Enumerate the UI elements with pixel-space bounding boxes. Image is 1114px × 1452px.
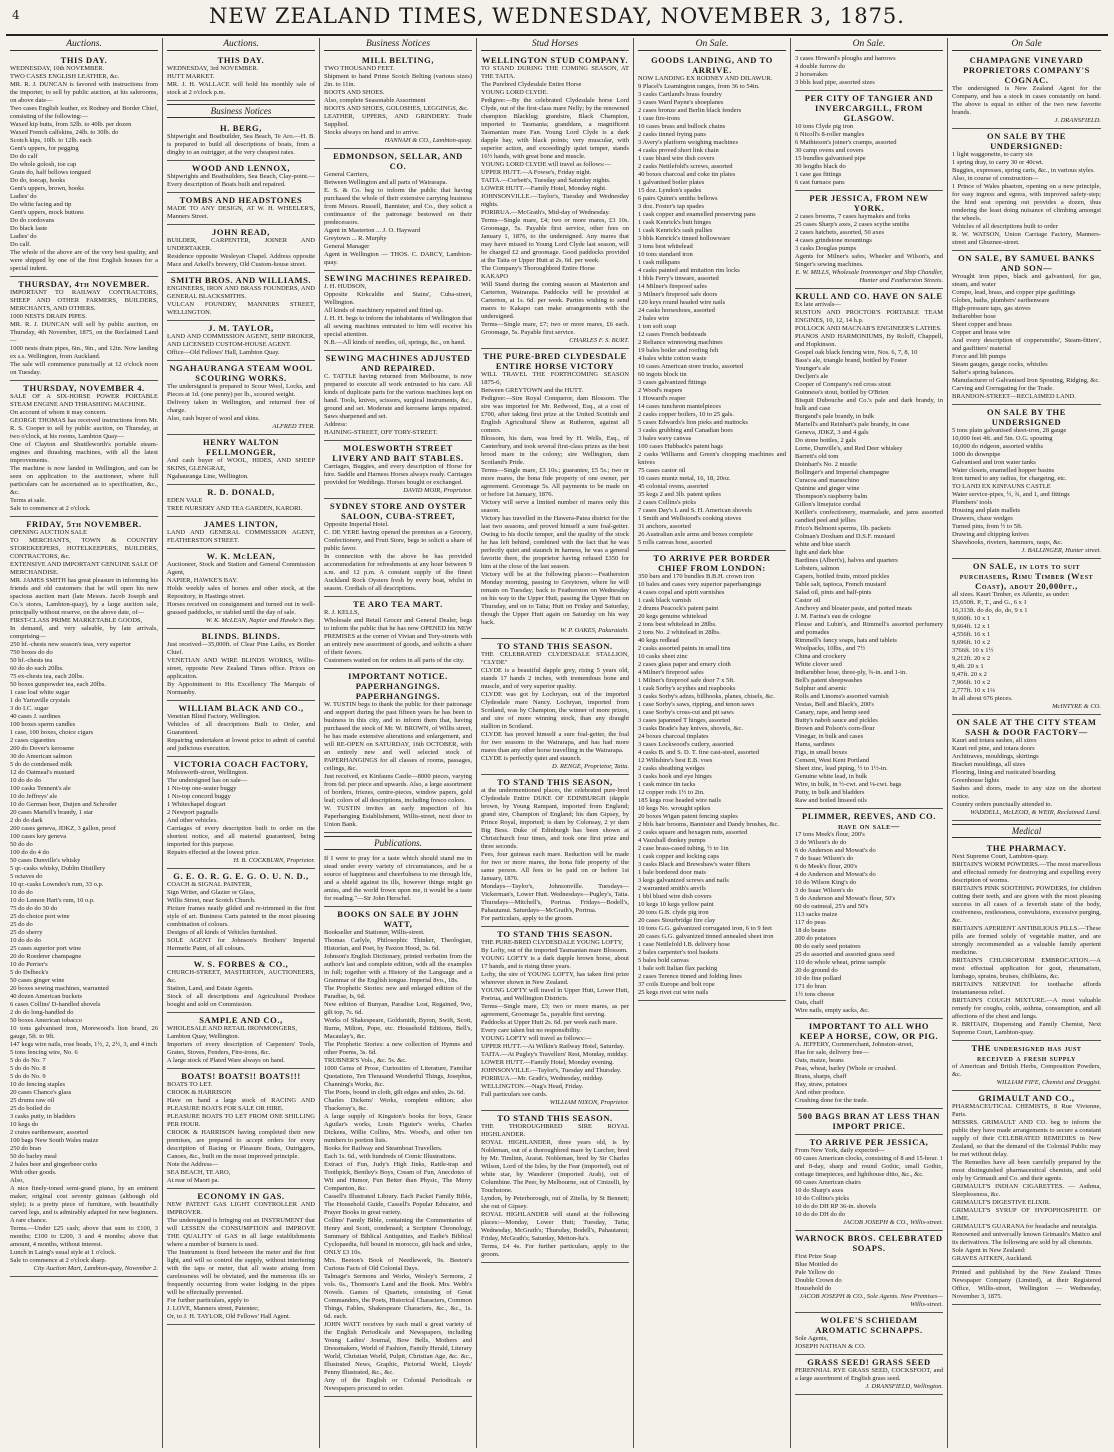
advertisement (481, 1111, 629, 1263)
column-1 (6, 38, 163, 1448)
ad-body: BUILDER, CARPENTER, JOINER AND UNDERTAKER. Residence opposite Wesleyan Chapel. Address opposite Mace and Arkell's brewery, Old Custom-house street. (167, 237, 315, 268)
advertisement (167, 1069, 315, 1189)
ad-body: TWO THOUSAND FEET. Shipment to hand Prime Scotch Belting (various sizes) 2in. to 11in. BOOTS AND SHOES. Also, complete Seasonable Assortment BOOTS AND SHOES, GOLOSHES, LEGGINGS, &c. LEATHER, UPPERS, AND GRINDERY. Trade Supplied. Stocks always on hand and to arrive. (324, 65, 472, 136)
advertisement (795, 289, 943, 809)
ad-body: SALE OF A SIX-HORSE POWER PORTABLE STEAM ENGINE AND THRASHING MACHINE. On account of whom it may concern. GEORGE THOMAS has received instructions from Mr. R. S. Cooper to sell by public auction, on Thursday, at two o'clock, at his rooms, Lambton Quay— One of Clayton and Shuttleworth's portable steam-engines and thrashing machines, with all the latest improvements. The machine is now landed in Wellington, and can be seen on application to the auctioneer, where full particulars can be ascertained as to specification, &c., &c. Terms at sale. Sale to commence at 2 o'clock. (10, 393, 158, 512)
ad-title: 500 BAGS BRAN AT LESS THAN IMPORT PRICE. (798, 1111, 940, 1131)
ad-body: C. TATTLE having returned from Melbourne, is now prepared to execute all work entrusted to his care. All kinds of duplicate parts for the various machines kept on hand. Tools, knives, scissors, surgical instruments, &c., ground and set. Moderate and kerosene lamps repaired. Saws sharpened and set. Address: HAINING-STREET, OFF TORY-STREET. (324, 373, 472, 436)
column-heading: On Sale (952, 38, 1101, 51)
ad-body: WEDNESDAY, 3rd NOVEMBER. HUTT MARKET. MR. J. H. WALLACE will hold his monthly sale of stock at 2 o'clock p.m. (167, 65, 315, 96)
ad-title: TO STAND THIS SEASON. (497, 1113, 613, 1123)
ad-body: CHURCH-STREET, MASTERTON, AUCTIONEERS, &c. Station, Land, and Estate Agents. Stock of all descriptions and Agricultural Produce bought and sold on Commission. (167, 969, 315, 1008)
ad-title: EDMONDSON, SELLAR, AND CO. (333, 151, 463, 171)
ad-signature: WILLIAM FIFE, Chemist and Druggist. (996, 1079, 1101, 1086)
ad-title: WARNOCK BROS. CELEBRATED SOAPS. (795, 1233, 943, 1253)
ad-title: CHAMPAGNE VINEYARD PROPRIETORS COMPANY'S COGNAC. (963, 55, 1090, 85)
ad-title: ON SALE, in lots to suit purchasers, Rimu Timber (West Coast), about 20,000ft., (959, 561, 1094, 591)
ad-signature: City Auction Mart, Lambton-quay, November 2. (33, 1265, 158, 1272)
advertisement (167, 485, 315, 517)
advertisement (481, 775, 629, 927)
ad-signature: ALFRED TYER. (272, 423, 315, 430)
ad-body: MADE TO ANY DESIGN, AT W. H. WHEELER'S, Manners Street. (167, 205, 315, 220)
ad-title: GRASS SEED! GRASS SEED (807, 1357, 931, 1367)
page-number: 4 (12, 8, 21, 22)
advertisement (167, 701, 315, 757)
ad-body: 350 bars and 170 bundles B.B.H. crown iron 10 bales and cases very superior paperhangings 4 cases copal and spirit varnishes 1 cask black varnish 2 drums Peacock's patent paint 20 kegs genuine whitelead 2 tons best whitelead in 28lbs. 2 tons No. 2 whitelead in 28lbs. 40 kegs redlead 2 casks assorted paints in small tins 10 casks sheet zinc 2 cases glass paper and emery cloth 4 Milner's fireproof safes 1 Milner's fireproof safe door 7 x 5ft. 1 cask Sorby's scythes and reaphooks 3 casks Sorby's adzes, billhooks, planes, chisels, &c. 1 case Sorby's saws, ripping, and tenon saws 1 case Sorby's cross-cut and pit saws 3 cases japanned T hinges, assorted 3 casks Brade's hay knives, shovels, &c. 24 boxes charcoal tinplates 3 cases Lockwood's cutlery, assorted 4 casks B. and S. D. T. fine cast-steel, assorted 12 Wiltshire's best E.B. voes 2 casks sheathing wedges 3 casks hook and eye hinges 1 cask mince tin tacks 12 copper rods 1½ to 2in. 185 kegs rose headed wire nails 10 kegs No. wrought spikes 20 boxes Wigan patent fencing staples 2 bbls hair brooms, Bannister and Dandy brushes, &c. 2 casks square and hexagon nuts, assorted 4 Vauxhall donkey pumps 2 case brass-cased tubing, ½ to 1in 1 cask copper and locking caps 3 casks Black and Brewshaw's water filters 1 bale bordered door mats 3 kegs galvanized screws and nails 2 warranted smith's anvils 1 bbl blued wire dish covers 10 kegs 10 kegs yellow paint 20 tons G.B. clyde pig iron 20 cases Stourbridge fire clay 10 tons G.G. galvanized corrugated iron, 6 to 9 feet 20 cases G.G. galvanized tinned annealed sheet iron 1 case Nettlefold I.B. delivery hose 2 bales carpenter's tool baskets 5 bales bold canvas 1 bale soft Italian flax packing 2 cases Terence tinned and folding lines 37 coils Europe and bolt rope 25 kegs rivet cut wire nails (638, 573, 779, 996)
ad-signature: J. DRANSFIELD. (1054, 117, 1101, 124)
ad-title: ECONOMY IN GAS. (197, 1191, 285, 1201)
ad-title: MOLESWORTH STREET LIVERY AND BAIT STABLES. (332, 443, 464, 463)
ad-title: PER CITY OF TANGIER AND INVERCARGILL, FROM GLASGOW. (804, 93, 934, 123)
ad-body: The undersigned is prepared to Scour Wool, Locks, and Pieces at 1d. (one penny) per lb., scoured weight. Delivery taken in Wellington, and returned free of charge. Also, cash buyer of wool and skins. (167, 383, 315, 422)
advertisement (481, 927, 629, 1111)
ad-body: Auctioneer, Stock and Station and General Commission Agent, NAPIER, HAWKE'S BAY. Holds weekly sales of horses and other stock, at the Repository, in Hastings street. Horses received on consignment and turned out in well-grassed paddocks, or stabled until the day of sale. (167, 561, 315, 616)
advertisement (167, 757, 315, 869)
ad-body: Wrought iron pipes, black and galvanised, for gas, steam, and water Compo, lead, brass, and copper pipe gasfittings Globes, baths, plumbers' earthenware High-pressure taps, gas stoves Indiarubber hose Sheet copper and brass Copper and brass wire And every description of coppersmiths', Steam-fitters', and gasfitters' material Force and lift pumps Steam gauges, gauge cocks, whistles Salter's spring balances. Manufacturer of Galvanised Iron Spouting, Ridging, &c. Carving and Corrugating for the Trade. BRANDON-STREET—RECLAIMED LAND. (952, 273, 1101, 400)
ad-body: Next Supreme Court, Lambton-quay. BRITAIN'S WORM POWDERS.—The most marvellous and effectual remedy for destroying and expelling every description of worms. BRITAIN'S PINK SOOTHING POWDERS, for children cutting their teeth, and are given with the most pleasing success in all cases of a feverish state of the body, costiveness, restlessness, convulsions, excessive purging, &c. BRITAIN'S APERIENT ANTIBILIOUS PILLS.—These pills are formed solely of vegetable matter, and are strongly recommended as a valuable family aperient medicine. BRITAIN'S CHLOROFORM EMBROCATION.—A most effectual application for gout, rheumatism, lumbago, sprains, bruises, chilblains, &c. BRITAIN'S NERVINE for toothache affords instantaneous relief. BRITAIN'S COUGH MIXTURE.—A most valuable remedy for coughs, colds, asthma, consumption, and all affections of the chest and lungs. R. BRITAIN, Dispensing and Family Chemist, Next Supreme Court, Lambton-quay. (952, 853, 1101, 1036)
masthead-title: NEW ZEALAND TIMES, WEDNESDAY, NOVEMBER 3, 1875. (209, 4, 905, 28)
advertisement (324, 53, 472, 149)
ad-title: PER JESSICA, FROM NEW YORK. (809, 193, 929, 213)
ad-title: KRULL AND CO. HAVE ON SALE (795, 291, 943, 301)
ad-title: ON SALE AT THE CITY STEAM SASH & DOOR FACTORY— (956, 717, 1097, 737)
advertisement (952, 1091, 1101, 1267)
advertisement (795, 1109, 943, 1135)
advertisement (167, 629, 315, 701)
ad-body: Sole Agents, JOSEPH NATHAN & CO. (795, 1335, 866, 1350)
ad-body: 5 tons plain galvanised sheet-iron, 28 gauge 10,000 feet 4ft. and 5in. O.G. spouting 10,000 do ridgeon, assorted widths 1000 do downpipe Galvanised and iron water tanks Water closets, enamelled hopper basins Iron turned to any radius, for chargeing, etc. TO LAND EX KINFAUNS CASTLE Water service-pipes, ½, ¾, and 1, and fittings Plumbers' tools Housing and plain mallets Drawers, chase wedges Turned pins, from ½ to 5ft. Drawing and chipping knives Shavehooks, riveters, hammers, rasps, &c. (952, 427, 1070, 546)
ad-body: THE CELEBRATED CLYDESDALE STALLION, "CLYDE" CLYDE is a beautiful dapple grey, rising 5 years old, stands 17 hands 2 inches, with tremendous bone and muscle, and of very superior quality. CLYDE was got by Lochryan, out of the imported Clydesdale mare Nancy. Lochryan, imported from Scotland, was by Champion, the winner of more prizes, and sire of more winning stock, than any draught stallion in Scotland. CLYDE has proved himself a sure foal-getter, the foal for two seasons in the Wairarapa, and has had more mares than any other horse travelling in the Wairarapa. CLYDE is perfectly quiet and staunch. (481, 651, 629, 762)
ad-body: COACH & SIGNAL PAINTER, Sign Writer, and Glazier or Glass, Willis Street, near Scotch Church. Picture frames neatly gilded and re-trimmed in the first style of art. Business Carts painted in the most pleasing combination of colours. Designs of all kinds of Vehicles furnished. SOLE AGENT for Johnson's Brothers' Imperial Hermetic Paint, of all colours. (167, 881, 315, 952)
advertisement (167, 225, 315, 273)
advertisement (324, 351, 472, 441)
ad-body: Shipwright and Boatbuilder, Sea Beach, Te Aro.—H. B. is prepared to build all descriptions of boats, from a dinghy to an outrigger, at the very cheapest rates. (167, 133, 315, 156)
ad-body: R. J. KELLS, Wholesale and Retail Grocer and General Dealer, begs to inform the public that he has now OPENED his NEW PREMISES at the corner of Vivian and Tory-streets with an entirely new assortment of goods, and solicits a share of their favors. Customers waited on for orders in all parts of the city. (324, 609, 472, 664)
ad-title: ON SALE BY THE UNDERSIGNED: (986, 131, 1067, 151)
advertisement (795, 53, 943, 91)
ad-title: TO ARRIVE PER JESSICA, (809, 1137, 929, 1147)
ad-body: From New York, daily expected— 60 cases American clocks, consisting of 8 and 15-hour. 1 and 8-day, sharp and round Gothic, small Gothic, cottage timepieces, and lighthouse ditto, &c., &c. 60 cases American chairs 10 do Sharp's axes 10 do Collins's picks 10 do do DH RP 36-in. shovels 10 do do DH do do (795, 1147, 943, 1218)
ad-title: NGAHAURANGA STEAM WOOL SCOURING WORKS. (169, 363, 313, 383)
ad-signature: DAVID MOIR, Proprietor. (403, 487, 472, 494)
advertisement (167, 53, 315, 101)
column-heading: On Sale. (638, 38, 786, 51)
advertisement (324, 597, 472, 669)
ad-body: LAND AND COMMISSION AGENT, SHIP BROKER, AND LICENSED CUSTOM-HOUSE AGENT. Office—Old Fellows' Hall, Lambton Quay. (167, 333, 315, 356)
ad-body: BOATS TO LET. CROOK & HARRISON Have on hand a large stock of RACING AND PLEASURE BOATS FOR SALE OR HIRE. PLEASURE BOATS TO LET FROM ONE SHILLING PER HOUR. CROOK & HARRISON having completed their new premises, are prepared to accept orders for every description of Racing or Pleasure Boats, Outriggers, Canoes, &c., built on the most improved principle. Note the Address— SEA BEACH, TE ARO, At rear of Maori pa. (167, 1081, 315, 1184)
ad-body: Venetian Blind Factory, Wellington. Vehicles of all descriptions Built to Order, and Guaranteed. Repairing undertaken at lowest price to admit of careful and judicious execution. (167, 713, 315, 752)
advertisement (952, 129, 1101, 251)
ad-body: NEW PATENT GAS LIGHT CONTROLLER AND IMPROVER. The undersigned is bringing out an INSTRUMENT that will LESSEN the CONSUMPTION and IMPROVE THE QUALITY of GAS in all large establishments where a number of burners is used. The Instrument is fixed between the meter and the first light, and will so control the supply, without interfering with the taps or meter, that all waste arising from carelessness will be obviated, and the numerous ills so frequently occurring from water lodging in the pipes will be effectually prevented. For further particulars, apply to J. LOVE, Manners street, Patentee; Or, to J. H. TAYLOR, Old Fellows' Hall Agent. (167, 1201, 315, 1320)
ad-body: Ex late arrivals— RUSTON AND PROCTOR'S PORTABLE TEAM ENGINES, 10, 12, 14 h.p. POLLOCK AND MACNAB'S ENGINEER'S LATHES. PIANOS AND HARMONIUMS, By Roloff, Chappell, and Hopkinson. Gospel oak black fencing wire, Nos. 6, 7, 8, 10 Bass's ale, triangle brand, bottled by Foster Younger's ale Decljen's ale Cooper of Company's red cross stout Guinness's stout, bottled by O'Brien Bisquit Dubouche and Co.'s pale and dark brandy, in bulk and case Burgand's pale brandy, in bulk Martell's and Reinhart's pale brandy, in case Geneva, JDKZ, 3 and 4 gals Do stone bottles, 2 gals Lorne, Dunville's, and Red Deer whiskey Barrett's old tom Doinhart's No. 2 mustle Bollinger's and Imperial champagne Curacoa and maraschino Quinine and ginger wine Thompson's raspberry balm Gillon's limejuice cordial Keiller's confectionery, marmalade, and jams assorted candied peel and jellies Frico's Belmont sperms, 1lb. packets Colman's Doxham and D.S.F. mustard white and blue starch light and dark blue Bardines (Albert's), halves and quarters Lobsters, salmon Capers, bottled fruits, mixed pickles Table salt, tapioca, French mustard Salad oil, pints and half-pints Castor oil Anchovy and bloater paste, and potted meats J. M. Farina's eau de cologne Fleuse and Lubin's, and Rimmell's assorted perfumery and pomades Rimmell's fancy soaps, hats and tablets Woolpacks, 10lbs., and 7½ China and crockery White clover seed Indiarubber hose, three-ply, ¾-in. and 1-in. Bell's patent sheepwashes Sulphur and arsenic Rolls and Linoms's assorted varnish Vestas, Bell and Black's, 200's Canary, rape, and hemp seed Butty's naboh sauce and pickles Brown and Polson's corn-flour Vinegar, in bulk and cases Hams, sardines Figs, in small boxes Cement, West Kent Portland Sheet zinc, lead piping, ½ to 1½-in. Genuine white lead, in bulk Wire, in bulk, in ½-cwt. and ⅛-cwt. bags Putty, in bulk and bladders Raw and boiled linseed oils (795, 301, 943, 804)
ad-title: SMITH BROS. AND WILLIAMS. (170, 275, 312, 285)
ad-title: BOATS! BOATS!! BOATS!!! (181, 1071, 301, 1081)
advertisement (324, 441, 472, 499)
ad-signature: WILLIAM NIXON, Proprietor. (549, 1099, 629, 1106)
advertisement (952, 251, 1101, 405)
ad-title: TO STAND THIS SEASON. (497, 641, 613, 651)
advertisement (167, 1013, 315, 1069)
ad-body: If I were to pray for a taste which should stand me in stead under every variety of circumstances, and be a source of happiness and cheerfulness to me through life, and a shield against its ills, however things might go amiss, and the world frown upon me, it would be a taste for reading."—Sir John Herschel. (324, 855, 472, 902)
advertisement (795, 1135, 943, 1231)
advertisement (10, 381, 158, 517)
section-heading: Medical (952, 824, 1101, 838)
ad-title: WOOD AND LENNOX, (191, 163, 291, 173)
ad-title: WOLFE'S SCHIEDAM AROMATIC SCHNAPPS. (815, 1315, 923, 1335)
ad-title: G. E. O. R. G. E. G. O. U. N. D., (173, 871, 309, 881)
ad-body: 1 light waggonette, to carry six 1 spring dray, to carry 30 or 40cwt. Buggies, expresses, spring carts, &c., in various styles. Also, in course of construction— 1 Prince of Wales phaeton, opening on a new principle, for easy ingress and egress, with improved safety-step; the hind seat opening out provides a dozen, thus rendering the least doing nuisance of climbing amongst the wheels. Vehicles of all descriptions built to order R. W. WATSON, Union Carriage Factory, Manners-street and Ghuznee-street. (952, 151, 1101, 246)
ad-title: ON SALE BY THE UNDERSIGNED (986, 407, 1067, 427)
column-4 (477, 38, 634, 1448)
advertisement (481, 639, 629, 775)
ad-body: Carriages, Buggies, and every description of Horse for hire. Saddle and Harness Horses always ready. Carriages provided for Weddings. Horses bought or exchanged. (324, 463, 472, 486)
ad-body: WEDNESDAY, 10th NOVEMBER. TWO CASES ENGLISH LEATHER, &c. MR. R. J. DUNCAN is favored with instructions from the importer, to sell by public auction, at his salerooms, on above date— Two cases English leather, ex Rodney and Border Chief, consisting of the following:— Waxed kip butts, from 32lb. to 40lb. per dozen Waxed French calfskins, 24lb. to 30lb. do Scotch kips, 10lb. to 12lb. each Gent's uppers, for pegging Do do calf Do whole golosh, toe cap Grain do, half bellows tongued Do do, toecap, hooks Gent's uppers, brown, hooks Ladies' do Do white facing and tip Gent's uppers, mock buttons Do do cordovans Do black laste Ladies' do Do calf. The whole of the above are of the very best quality, and were shipped by one of the first English houses for a special indent. (10, 65, 158, 272)
ad-body: ENGINEERS, IRON AND BRASS FOUNDERS, AND GENERAL BLACKSMITHS. VULCAN FOUNDRY, MANNERS STREET, WELLINGTON. (167, 285, 315, 316)
ad-title: TO STAND THIS SEASON, (497, 777, 613, 787)
ad-body: PHARMACEUTICAL CHEMISTS, 8 Rue Vivienne, Paris. MESSRS. GRIMAULT AND CO. beg to inform the public they have made arrangements to secure a constant supply of their CELEBRATED REMEDIES in New Zealand, so that the demand of the Colonial Public may be met without delay. The Remedies have all been carefully prepared by the most distinguished pharmaceutical chemists, and sold only by Grimault and Co. and their agents. GRIMAULT'S INDIAN CIGARETTES. — Asthma, Sleeplessness, &c. GRIMAULT'S DIGESTIVE ELIXIR. GRIMAULT'S SYRUP OF HYPOPHOSPHITE OF LIME. GRIMAULT'S GUARANA for headache and neuralgia. Renowned and universally known Grimault's Matico and its derivatives. The following are sold by all chemists. Sole Agent in New Zealand: GRAVES AITKEN, Auckland. (952, 1103, 1101, 1262)
advertisement (167, 435, 315, 485)
ad-body: General Carriers, Between Wellington and all parts of Wairarapa. E. S. & Co. beg to inform the public that having purchased the whole of their extensive carrying business from Messrs. Russell, Bannister, and Co., they solicit a continuance of the patronage bestowed on their predecessors. Agent in Masterton ... J. O. Hayward Greytown ... R. Murphy General Manager Agent in Wellington — THOS. C. DARCY, Lambton-quay. (324, 171, 472, 266)
column-heading: Business Notices (324, 38, 472, 51)
ad-title: H. BERG, (220, 123, 262, 133)
advertisement (481, 349, 629, 639)
section-heading: Business Notices (167, 104, 315, 118)
advertisement (795, 91, 943, 191)
ad-body: NOW LANDING EX RODNEY AND DILAWUR. 9 Placel's Leamington ranges, from 36 to 54in. 3 casks Cartland's brass foundry 3 cases Ward Payne's shoeplanes 2 cases bronze and Berlin black fenders 1 case fire-irons 10 cases brass and bullock chains 2 casks tinned frying pans 3 Avery's platform weighing machines 4 casks proved short link chain 1 case blued wire dish covers 2 casks Nettlefold's screws, assorted 40 boxes charcoal and coke tin plates 1 galvanised boiler plates 15 doz. Lyndon's spades 6 pairs Quinn's smiths bellows 3 doz. Foster's tap spades 1 cask copper and enamelled preserving pans 1 cask Kenrick's butt hinges 1 cask Kenrick's sash pullies 3 bbls Kenrick's tinned hollowware 3 tons best whitelead 10 tons standard iron 1 cask milkpans 4 casks painted and imitation rim locks 1 bbls Ferry's tinware, assorted 14 Milner's fireproof safes 3 Milner's fireproof safe doors 120 keys round headed wire nails 24 casks horseshoes, assorted 2 bales wire 1 ton soft soap 12 cases French bedsteads 2 Reliance winnowing machines 19 bales boiler and roofing felt 4 bales white cotton waste 10 cases American store trucks, assorted 60 ingots block tin 3 cases galvanized fittings 2 Wood's reapers 1 Howard's reaper 14 cases tuncheon mantelpieces 2 casks copper boilers, 10 to 25 gals. 5 cases Edwards's lion pieks and mattocks 3 casks grubbing and Canadian hoes 3 bales wavy canvas 100 cases Hubback's patent hags 2 casks Williams and Green's chopping machines and knives 75 cases castor oil 10 cases muntz metal, 16, 18, 20oz. 45 colonial ovens, assorted 35 kegs 2 and 3lb. patent spikes 2 cases Collins's picks 7 cases Day's L and S. H. American shovels 1 Smith and Wellstood's cooking stoves 31 anchors, assorted 26 Australian axle arms and boxes complete 5 rolls canvas hose, assorted (638, 75, 786, 546)
ad-title: TO STAND THIS SEASON. (497, 929, 613, 939)
ad-body: WHOLESALE AND RETAIL IRONMONGERS, Lambton Quay, Wellington. Importers of every description of Carpenters' Tools, Grates, Stoves, Fenders, Fire-irons, &c. A large stock of Plated Ware always on hand. (167, 1025, 315, 1064)
ad-signature: CHARLES F. S. BURT. (569, 337, 629, 344)
ad-title: IMPORTANT NOTICE. PAPERHANGINGS. PAPERHANGINGS. (348, 671, 448, 701)
advertisement (795, 1313, 943, 1355)
ad-body: Opposite Imperial Hotel. C. DE VERE having opened the premises as a Grocery, Confectionery, and Fruit Store, begs to solicit a share of public favor. In connection with the above he has provided accommodation for refreshments at any hour between 9 a.m. and 12 p.m. A constant supply of the finest Auckland Rock Oysters fresh by every boat, whilst in season. Cordials of all descriptions. (324, 521, 472, 592)
advertisement (10, 53, 158, 277)
columns-container (6, 38, 1108, 1448)
ad-title: HENRY WALTON FELLMONGER, (202, 437, 280, 457)
ad-body: Shipwrights and Boatbuilders, Sea Beach, Clay-point.—Every description of Boats built and repaired. (167, 173, 315, 188)
ad-body: all sizes. Kauri Timber, ex Atlantic, as under: 15,650ft. P., T., and G., 6 x 1 16,313ft. do do, do, do, 9 x 1 9,660ft. 10 x 1 9,664ft. 12 x 1 4,556ft. 16 x 1 9,696ft. 10 x 2 3766ft. 10 x 1½ 9,212ft. 20 x 2 9,4ft. 20 x 1 9,47ft. 20 x 2 7,966ft. 10 x 2 2,777ft. 10 x 1¼ In all about 676 pieces. (952, 591, 1070, 702)
masthead-rule (6, 34, 1108, 36)
advertisement (795, 191, 943, 289)
ad-signature: JACOB JOSEPH & CO., Willis-street. (843, 1219, 943, 1226)
ad-signature: H. B. COCKBURN, Proprietor. (233, 857, 315, 864)
ad-title: SYDNEY STORE AND OYSTER SALOON, CUBA-STREET, (329, 501, 467, 521)
ad-title: BLINDS. BLINDS. (201, 631, 281, 641)
ad-body: 10 tons Clyde pig iron 6 Nicoll's 8-roller mangles 6 Mathieson's joiner's cramps, assorted 30 camp ovens and covers 15 bundles galvanised pipe 30 lengths black do 1 case gas fittings 6 cast furnace pans (795, 123, 897, 186)
advertisement (167, 193, 315, 225)
ad-signature: McINTYRE & CO. (1052, 703, 1101, 710)
ad-signature: HANNAH & CO., Lambton-quay. (384, 137, 472, 144)
ad-title: THIS DAY. (60, 55, 108, 65)
ad-title: TOMBS AND HEADSTONES (179, 195, 303, 205)
ad-title: MILL BELTING, (361, 55, 435, 65)
ad-body: W. TUSTIN begs to thank the public for their patronage and support during the past fifteen years he has been in business in this city, and to inform them that, having purchased the stock of Mr. W. BROWN, of Willis street, he has made extensive alterations and enlargement, and will RE-OPEN on SATURDAY, 16th OCTOBER, with an entirely new and well selected stock of PAPERHANGINGS for all classes of rooms, passages, ceilings, &c. Just received, ex Kinfauns Castle—8000 pieces, varying from 6d. per piece and upwards. Also, a large assortment of borders, friezes, centre-pieces, window papers, gold leaf; colors of all descriptions, including fresco colors. W. TUSTIN invites an early inspection of his Paperhanging Establishment, Willis-street, next door to Union Bank. (324, 701, 472, 828)
ad-title: PLIMMER, REEVES, AND CO. have on sale— (802, 811, 936, 831)
column-2 (163, 38, 320, 1448)
ad-title: THE PHARMACY. (986, 843, 1067, 853)
advertisement (167, 361, 315, 435)
ad-title: WELLINGTON STUD COMPANY. (481, 55, 629, 65)
advertisement (10, 517, 158, 1277)
ad-title: THE undersigned has just received a fresh supply (971, 1043, 1082, 1063)
advertisement (952, 559, 1101, 715)
advertisement (795, 1231, 943, 1313)
ad-title: TE ARO TEA MART. (353, 599, 443, 609)
column-heading: Stud Horses (481, 38, 629, 51)
section-heading: Publications. (324, 836, 472, 850)
advertisement (324, 271, 472, 351)
ad-signature: J. DRANSFIELD, Wellington. (865, 1383, 943, 1390)
ad-body: The undersigned is New Zealand Agent for the Company, and has a stock in cases constantly on hand. The above is equal to either of the two new favorite brands. (952, 85, 1101, 116)
advertisement (324, 853, 472, 907)
ad-body: And cash buyer of WOOL, HIDES, AND SHEEP SKINS, GLENGRAE, Ngahauranga Line, Wellington. (167, 457, 315, 480)
advertisement (324, 669, 472, 833)
ad-title: THURSDAY, 4th NOVEMBER. (18, 279, 150, 289)
ad-signature: J. BALLINGER, Hunter street. (1021, 547, 1101, 554)
ad-body: Printed and published by the New Zealand Times Newspaper Company (Limited), at their Registered Office, Willis-street, Wellington — Wednesday, November 3, 1875. (952, 1269, 1101, 1300)
ad-title: SEWING MACHINES ADJUSTED AND REPAIRED. (325, 353, 471, 373)
advertisement (638, 551, 786, 1001)
ad-signature: D. RENGE, Proprietor, Taita. (552, 763, 629, 770)
ad-title: J. M. TAYLOR, (208, 323, 274, 333)
ad-title: THE PURE-BRED CLYDESDALE ENTIRE HORSE VICTORY (483, 351, 627, 371)
ad-body: Molesworth-street, Wellington. The undersigned has on sale— 1 No-top one-seater buggy 1 No-top concord buggy 1 Whitechapel dogcart 2 Newport pagnalls And other vehicles. Carriages of every description built to order on the shortest notice, and all material guaranteed, being imported for this purpose. Repairs effected at the lowest price. (167, 769, 315, 856)
ad-title: SEWING MACHINES REPAIRED. (324, 273, 472, 283)
ad-title: R. D. DONALD, (207, 487, 275, 497)
ad-title: TO ARRIVE PER BORDER CHIEF FROM LONDON: (653, 553, 771, 573)
ad-signature: WADDELL, McLEOD, & WEIR, Reclaimed Land. (970, 809, 1101, 816)
ad-body: A. JEFFERY, Cornmerchant, Johnston-street, Has for sale, delivery free— Oats, maize, beans Peas, wheat, barley (Whole or crushed. Brans, sharps, chaff Hay, straw, potatoes And other produce. Crushing done for the trade. (795, 1041, 914, 1104)
ad-title: ON SALE, BY SAMUEL BANKS AND SON— (958, 253, 1095, 273)
advertisement (10, 277, 158, 381)
ad-title: GRIMAULT AND CO., (978, 1093, 1075, 1103)
ad-signature: JACOB JOSEPH & CO., Sole Agents. New Premises—Willis-street. (799, 1293, 943, 1308)
ad-body: J. H. HUDSON, Opposite Kirkcaldie and Stains', Cuba-street, Wellington. All kinds of machinery repaired and fitted up. J. H. H. begs to inform the inhabitants of Wellington that all sewing machines entrusted to him will receive his special attention. N.B.—All kinds of needles, oil, springs, &c., on hand. (324, 283, 472, 346)
ad-body: THE PURE-BRED CLYDESDALE YOUNG LOFTY, By Lofty, out of the imported Tasmanian mare Blossom. YOUNG LOFTY is a dark dapple brown horse, about 17 hands, and is rising three years. Lofty, the sire of YOUNG LOFTY, has taken first prize wherever shown in New Zealand. YOUNG LOFTY will travel in Upper Hutt, Lower Hutt, Porirua, and Wellington Districts. Terms—Single mare, £3; two or more mares, as per agreement, Groomage 5s., payable first serving. Paddocks at Upper Hutt 2s. 6d. per week each mare. Every care taken but no responsibility. YOUNG LOFTY will travel as follows:— UPPER HUTT.—At Wilkin's Railway Hotel, Saturday. TAITA.—At Pugley's Travellers' Rest, Monday, midday. LOWER HUTT.—Family Hotel, Monday evening. JOHNSONVILLE.—Taylor's, Tuesday and Thursday. PORIRUA.—Mr. Grath's, Wednesday, midday. WELLINGTON.—Nag's Head, Friday. Full particulars see cards. (481, 939, 629, 1098)
advertisement (324, 907, 472, 1397)
ad-title: THURSDAY, NOVEMBER 4. (23, 383, 145, 393)
ad-title: FRIDAY, 5th NOVEMBER. (26, 519, 142, 529)
column-6 (791, 38, 948, 1448)
ad-body: OPENING AUCTION SALE TO MERCHANTS, TOWN & COUNTRY STOREKEEPERS, HOTELKEEPERS, BUILDERS, CONTRACTORS, &c. EXTENSIVE AND IMPORTANT GENUINE SALE OF MERCHANDISE. MR. JAMES SMITH has great pleasure in informing his friends and old customers that he will open his new spacious auction mart (late Messrs. Jacob Joseph and Co.'s stores, Lambton-quay), by a large auction sale, principally without reserve, on the above date, of— FIRST-CLASS PRIME MARKETABLE GOODS, In demand, and very saleable, by late arrivals, comprising— 250 hf.-chests new season's teas, very superior 750 boxes do do 50 hf.-chests tea 60 do do each 20lbs. 75 ex-chests tea, each 20lbs. 50 boxes gunpowder tea, each 20lbs. 1 case loaf white sugar 1 do Yarraville crystals 3 do I.C. sugar 40 cases J. sardines 100 boxes sperm candles 1 case, 100 boxes, choice cigars 2 cases cigarettes 200 do Dover's kerosene 30 do American salmon 5 do do condensed milk 12 do Oatmeal's mustard 10 do do do 100 casks Tennent's ale 10 do Jeffreys' ale 10 do German beer, Duijen and Schroder 20 cases Martell's brandy, 1 star 2 do do dark 200 cases geneva, JDKZ, 3 gallon, proof 100 cases key geneva 50 do do 100 do do 4 do 50 cases Dunville's whisky 5 qr.-casks whisky, Dublin Distillery 5 octaves do 10 qr.-casks Lowndes's rum, 33 o.p. 10 do do 10 do Lemon Hart's rum, 10 o.p. 75 do do do 30 do 25 do choice port wine 25 do do 25 do sherry 10 do do do 25 cases superior port wine 20 do Roederer champagne 10 do Perrier's 5 do Delbeck's 50 cases ginger wine 20 boxes sewing machines, warranted 40 dozen American buckets 6 cases Collins' D-handled shovels 2 do do long-handled do 50 boxes American tobacco 10 tons galvanised iron, Morewood's lion brand, 26 gauge, 5ft. to 9ft. 147 kegs wire nails, rose heads, 1½, 2, 2½, 3, and 4 inch 5 tons fencing wire, No. 6 5 do do No. 7 5 do do No. 8 5 do do No. 9 10 do fencing staples 20 cases Chance's glass 25 drums raw oil 25 do boiled do 3 casks putty, in bladders 10 kegs do 2 crates earthenware, assorted 100 bags New South Wales maize 250 do bran 50 do barley meal 2 bales beer and gingerbeer corks With other goods. Also, A nice finely-toned semi-grand piano, by an eminent maker, original cost seventy guineas (although old style); is a pretty piece of furniture, with beautifully carved legs, and is admirably adapted for new beginners. A rare chance. Terms.—Under £25 cash; above that sum to £100, 3 months; £100 to £200, 3 and 4 months; above that amount, 4 months, without interest. Lunch in Laing's usual style at 1 o'clock. Sale to commence at 2 o'clock sharp. (10, 529, 159, 1264)
advertisement (167, 273, 315, 321)
advertisement (952, 405, 1101, 559)
ad-body: at the undermentioned places, the celebrated pure-bred Clydesdale Entire DUKE OF EDINBURGH (dapple brown, by Young Rampant, imported from England; grand sire, Champion of England; his dam Gipsey, by Prince Royal, imported; is dam by Colonsay, 2 yr dam Big Bess. Duke of Edinburgh has been shown at Christchurch four times, and took one first prize and three seconds. Fees, four guineas each mare. Reduction will be made for two or more mares, the bona fide property of the same person. All fees to be paid on or before 1st January, 1876. Mondays—Taylor's, Johnsonville. Tuesdays—Vickerman's, Lower Hutt. Wednesdays—Pugley's, Taita. Thursdays—Mitchell's, Porirua. Fridays—Bodell's, Pahautanui. Saturdays—McGrath's, Porirua. For particulars, apply to the groom. (481, 787, 629, 922)
ad-body: 3 cases Howard's ploughs and harrows 4 double furrow do 2 horserakes 3 bbls lead pipe, assorted sizes (795, 55, 896, 86)
column-heading: Auctions. (10, 38, 158, 51)
ad-title: VICTORIA COACH FACTORY, (173, 759, 309, 769)
advertisement (167, 549, 315, 629)
advertisement (952, 841, 1101, 1041)
ad-title: SAMPLE AND CO., (199, 1015, 283, 1025)
ad-body: Just received—35,000ft. of Clear Pine Laths, ex Border Chief. VENETIAN AND WIRE BLINDS WORKS, Willis-street, opposite New Zealand Times office. Prices on application. By Appointment to His Excellency The Marquis of Normanby. (167, 641, 315, 696)
ad-body: WILL TRAVEL THE FORTHCOMING SEASON 1875-6, Between GREYTOWN and the HUTT. Pedigree:—Sire Royal Conqueror, dam Blossom. The sire was imported for Mr. Redwood, Esq., at a cost of £700, after taking first prize at the United Scottish and English Agricultural Show at Rutheron, against all comers. Blossom, his dam, was bred by H. Wells, Esq., of Canterbury, and took several first-class prizes as the best brood mare in the colony; sire Wellington, dam Scotland's Pride. Terms—Single mare, £3 10s.; guarantee, £5 5s.; two or more mares, the bona fide property of one owner, per agreement. Groomage 5s. All payments to be made on or before 1st January, 1876. Victory will serve a limited number of mares only this season. Victory has travelled in the Hawera-Patea district for the last two seasons, and proved himself a sure foal-getter. Owing to his docile temper, and the quality of the stock he has left behind, combined with the fact that he was perfectly quiet and staunch in harness, he was a general favorite there, the proprietor having refused £350 for him at the close of the last season. Victory will be at the following places:—Featherston Monday morning, passing to Greytown, where he will remain on Tuesday; back to Featherston on Wednesday on his way to the Upper Hutt, passing the Upper Hutt on Thursday, and on to Taita; Hutt on Friday and Saturday, though the Upper Hutt again on Saturday on his way back. (481, 371, 629, 626)
advertisement (952, 715, 1101, 821)
column-7 (948, 38, 1105, 1448)
advertisement (481, 53, 629, 349)
ad-title: JOHN READ, (212, 227, 270, 237)
advertisement (167, 1189, 315, 1325)
ad-title: W. S. FORBES & CO., (193, 959, 289, 969)
ad-body: First Prize Soap Blue Mottled do Pale Yellow do Double Crown do Household do (795, 1253, 842, 1292)
ad-body: EDEN VALE TREE NURSERY AND TEA GARDEN, KARORI. (167, 497, 303, 512)
advertisement (324, 499, 472, 597)
ad-title: BOOKS ON SALE BY JOHN WATT, (337, 909, 459, 929)
ad-body: PERENNIAL RYE GRASS SEED, COCKSFOOT, and a large assortment of English grass seed. (795, 1367, 943, 1382)
advertisement (167, 161, 315, 193)
ad-body: 17 tons Meek's flour, 200's 3 do Wilson's do do 6 do Anderson and Mowat's do 7 do Isaac Wilson's do 6 do Meek's flour, 200's 4 do Anderson and Mowat's do 10 do Wilson King's do 3 do Isaac Wilson's do 5 do Anderson and Mowat's flour, 50's 60 do oatmeal, 25's and 50's 113 sacks maize 117 do peas 18 do beans 200 do potatoes 80 do early seed potatoes 25 do assorted and assorted grass seed 110 do whole wheat, prime sample 20 do ground do 10 do fine pollard 171 do bran 1½ tons cheese Oats, chaff Wire nails, empty sacks, &c. (795, 831, 896, 1014)
ad-body: IMPORTANT TO RAILWAY CONTRACTORS, SHEEP AND OTHER FARMERS, BUILDERS, MERCHANTS, AND OTHERS. 1000 NESTS DRAIN PIPES. MR. R. J. DUNCAN will sell by public auction, on Thursday, 4th November, 1875, on the Reclaimed Land— 1000 nests drain pipes, 6in., 9in., and 12in. Now landing ex s.s. Wellington, from Auckland. The sale will commence punctually at 12 o'clock noon on Tuesday. (10, 289, 158, 376)
ad-body: Bookseller and Stationer, Willis-street. Thomas Carlyle, Philosophic Thinker, Theologian, Historian, and Poet, by Paxton Hood, 3s. 6d. Johnson's English Dictionary, printed verbatim from the author's last and complete edition, with all the examples in full; together with a History of the Language and a Grammar of the English tongue. Imperial 8vo., 18s. The Prophetic Stories: new and enlarged edition of the Paradise, Is, 6d. New edition of Bunyan, Paradise Lost, Regained, 9vo, gilt top, 7s. 6d. Works of Shakespeare, Goldsmith, Byron, Swift, Scott, Burns, Milton, Pope, etc. Household Editions, Bell's, Macaulay's, &c. The Prophetic Stories: a new collection of Hymns and other Poems, 3s. 6d. TRUBNER'S Vols., &c. 5s. &c. 1000 Gems of Prose, Curiosities of Literature, Familiar Quotations, Ten Thousand Wonderful Things, Josephus, Channing's Works, &c. The Poets, bound in cloth, gilt edges and sides, 2s. 6d. Charles Dickens' Works, complete edition; also Thackeray's, &c. A large supply of Kingston's books for boys, Grace Aguilar's works, Louis Figuier's works, Charles Dickens, Willie Collins, Mrs. Wood's, and other ten numbers to portion lists. Books for Railway and Steamboat Travellers. Each 1s. 6d., with hundreds of Comic Illustrations. Extract of Fun, Judy's High Jinks, Rattle-trap and Toothpick, Bentley's Boys, Cream of Fun, Anecdotes of Wit and Humor, Fun Better than Physic, The Merry Companion, &c. Cassell's Illustrated Library. Each Packet Family Bible, The Household Guide, Cassell's Popular Educator, and Prayer Books in great variety. Collins' Family Bible, containing the Commentaries of Henry and Scott, condensed; a Scripture Chronology, Summary of Biblical Antiquities, and Eadie's Biblical Cyclopaedia, full bound in morocco, gilt back and sides, ONLY £3 10s. Mrs. Beeton's Book of Needlework, 9s. Beeton's Curious Facts of Old Colonial Days. Talmage's Sermons and Works, Wesley's Sermons, 2 vols. 6s., Thomson's Land and the Book. Mrs. Webb's Novels. Games of Quartets, consisting of Great Commanders, the Poets, Historical Characters, Common Things, Fables, Shakespeare Characters, &c., &c., 1s. 6d. each. JOHN WATT receives by each mail a great variety of the English Periodicals and Newspapers, including Young Ladies' Journal, Bow Bells, Mothers and Dressmakers, World of Fashion, Family Herald, Literary World, Christian World, Pulpit, Christian Age, &c. &c., Illustrated News, Graphic, Pictorial World, Lloyds' Penny Illustrated, &c., &c. Any of the English or Colonial Periodicals or Newspapers procured to order. (324, 929, 472, 1392)
ad-title: IMPORTANT TO ALL WHO KEEP A HORSE, COW, OR PIG. (799, 1021, 939, 1041)
advertisement (167, 869, 315, 957)
masthead (0, 4, 1114, 28)
advertisement (324, 149, 472, 271)
advertisement (795, 1019, 943, 1109)
ad-body: 2 cases brooms, 7 cases haymakes and forks 25 cases Sharp's axes, 2 cases scythe smiths 2 cases hatchets, assorted, 50 axes 4 cases grindstone mountings 3 casks Douglas pumps Agents for Milner's safes, Wheeler and Wilson's, and Singer's sewing machines. (795, 213, 943, 268)
ad-body: THE THOROUGHBRED SIRE ROYAL HIGHLANDER. ROYAL HIGHLANDER, three years old, is by Nobleman, out of a thoroughbred mare by Lurcher, bred by Mr. Timlinn, Ararat. Nobleman, bred by Sir Charles Wilson, Lord of the Isles, by the Fear (imported), out of white star, by Wanderer (imported Arab), out of Columbine. The Peer, by Melbourne, out of Cinizelli, by Touchstone. Lyndon, by Peterborough, out of Zitella, by St Bennett; she out of Gipsey. ROYAL HIGHLANDER will stand at the following places:—Monday, Lower Hutt; Tuesday, Taita; Wednesday, McGrath's; Thursday, Bodell's, Pahautanui; Friday, McGrath's; Saturday, Meiton-ha's. Terms, £4 4s. For further particulars, apply to the groom. (481, 1123, 629, 1258)
ad-body: LAND AND GENERAL COMMISSION AGENT, FEATHERSTON STREET. (167, 529, 315, 544)
advertisement (952, 1267, 1101, 1305)
ad-title: W. K. McLEAN, (206, 551, 276, 561)
ad-title: JAMES LINTON, (203, 519, 279, 529)
ad-title: WILLIAM BLACK AND CO., (178, 703, 304, 713)
advertisement (952, 1041, 1101, 1091)
ad-body: TO STAND DURING THE COMING SEASON, AT THE TAITA. The Purebred Clydesdale Entire Horse YOUNG LORD CLYDE. Pedigree:—By the celebrated Clydesdale horse Lord Clyde, out of the first-class mare Nelly; by the renowned champion Blacklug; grandsire, Black Champion, imported to Tasmania; granddam, a magnificent Tasmanian mare Fan. Young Lord Clyde is a dark dapple bay, with black points; very muscular, with superior action, and exceedingly quiet temper, stands 16½ hands, with great bone and muscle. YOUNG LORD CLYDE will travel as follows:— UPPER HUTT.—A Fowse's, Friday night. TAITA.—Corbett's, Tuesday and Saturday nights. LOWER HUTT.—Family Hotel, Monday night. JOHNSONVILLE.—Taylor's, Tuesday and Wednesday nights. PORIRUA.—McGrath's, Mid-day of Wednesday. Terms—Single mare, £4; two or more mares, £3 10s. Groomage, 5s. Payable first service, other fees on January 1, 1876, to the undersigned. Any mares that may have missed to Young Lord Clyde last season, will be charged £2 and groomage. Good paddocks provided at the Taita or Upper Hutt at 2s. 6d. per week. The Company's Thoroughbred Entire Horse KAKAPO Will Stand during the coming season at Masterton and Carterton, Wairarapa. Paddocks will be provided at Carterton, at 1s. 6d. per week. Parties wishing to send mares to Kakapo can make arrangements with the undersigned. Terms—Single mare, £7; two or more mares, £6 each. Groomage, 5s. Payable first service. (481, 65, 630, 336)
ad-signature: W. K. McLEAN, Napier and Hawke's Bay. (205, 617, 315, 624)
ad-body: Kauri and totara sashes, all sizes Kauri red pine, and totara doors Architraves, mouldings, skirtings Bracket mouldings, all sizes Flooring, lining and rusticated boarding Greenhouse lights Sashes and doors, made to any size on the shortest notice. Country orders punctually attended to. (952, 737, 1101, 808)
advertisement (952, 53, 1101, 129)
ad-signature: W. P. OAKES, Pakuratahi. (560, 627, 629, 634)
ad-signature: E. W. MILLS, Wholesale Ironmonger and Ship Chandler, Hunter and Featherston Streets. (795, 269, 943, 284)
column-5 (634, 38, 791, 1448)
ad-body: of American and British Herbs, Composition Powders, &c. (952, 1063, 1101, 1078)
advertisement (167, 321, 315, 361)
ad-title: THIS DAY. (217, 55, 265, 65)
advertisement (795, 1355, 943, 1395)
advertisement (795, 809, 943, 1019)
advertisement (167, 121, 315, 161)
advertisement (638, 53, 786, 551)
column-3 (320, 38, 477, 1448)
advertisement (167, 957, 315, 1013)
ad-title: GOODS LANDING, AND TO ARRIVE. (651, 55, 773, 75)
column-heading: On Sale. (795, 38, 943, 51)
column-heading: Auctions. (167, 38, 315, 51)
advertisement (167, 517, 315, 549)
